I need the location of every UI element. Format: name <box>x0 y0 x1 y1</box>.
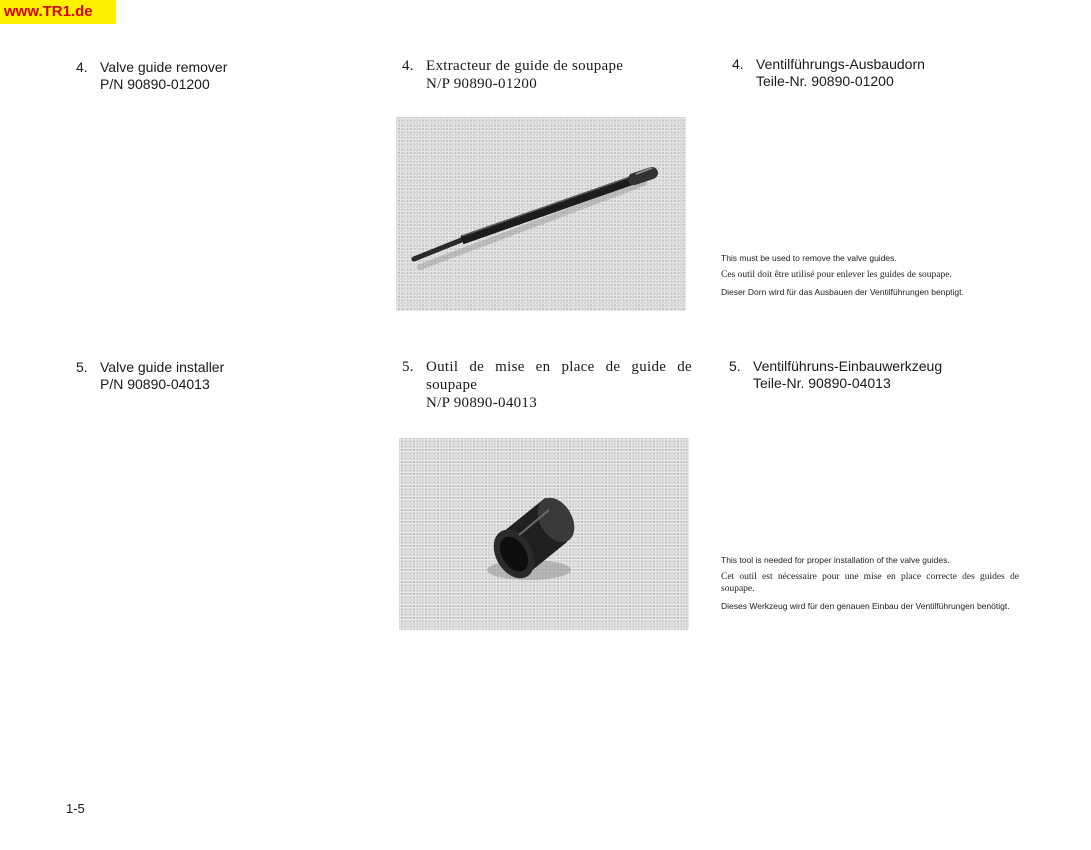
tool-title: Valve guide remover <box>100 59 228 75</box>
item-number: 5. <box>402 359 414 375</box>
valve-guide-installer-photo <box>399 438 689 630</box>
page-number: 1-5 <box>66 801 85 816</box>
part-number: Teile-Nr. 90890-04013 <box>753 375 891 391</box>
valve-guide-remover-photo <box>396 117 686 311</box>
description-german: Dieses Werkzeug wird für den genauen Einbau der Ventilführungen benötigt. <box>721 601 1010 611</box>
section-4-english-heading <box>76 59 227 93</box>
section-4-french-heading <box>402 57 623 93</box>
tool-title: Ventilführuns-Einbauwerkzeug <box>753 358 943 374</box>
section-5-german-heading <box>729 358 942 392</box>
description-english: This tool is needed for proper installation of the valve guides. <box>721 555 950 565</box>
description-german: Dieser Dorn wird für das Ausbauen der Ventilführungen benptigt. <box>721 287 964 297</box>
item-number: 4. <box>732 56 744 72</box>
part-number: P/N 90890-01200 <box>100 76 210 92</box>
part-number: N/P 90890-04013 <box>426 395 538 411</box>
section-4-description <box>721 252 1019 303</box>
section-5-english-heading <box>76 359 224 393</box>
section-4-german-heading <box>732 56 925 90</box>
tool-title-continued: soupape <box>426 377 478 393</box>
item-number: 4. <box>76 59 88 75</box>
installer-cylinder-illustration <box>399 438 689 630</box>
description-english: This must be used to remove the valve guides. <box>721 253 897 263</box>
tool-title: Extracteur de guide de soupape <box>426 58 624 74</box>
section-5-french-heading <box>402 358 692 412</box>
part-number: P/N 90890-04013 <box>100 376 210 392</box>
item-number: 5. <box>729 358 741 374</box>
item-number: 4. <box>402 58 414 74</box>
tool-title: Valve guide installer <box>100 359 225 375</box>
item-number: 5. <box>76 359 88 375</box>
site-watermark: www.TR1.de <box>0 0 116 24</box>
part-number: N/P 90890-01200 <box>426 76 538 92</box>
tool-title: Outil de mise en place de guide de <box>426 359 692 375</box>
remover-rod-illustration <box>396 117 686 311</box>
description-french: Cet outil est nécessaire pour une mise en place correcte des guides de soupape. <box>721 572 1019 594</box>
section-5-description <box>721 554 1019 617</box>
description-french: Ces outil doit être utilisé pour enlever les guides de soupape. <box>721 270 952 280</box>
tool-title: Ventilführungs-Ausbaudorn <box>756 56 925 72</box>
part-number: Teile-Nr. 90890-01200 <box>756 73 894 89</box>
